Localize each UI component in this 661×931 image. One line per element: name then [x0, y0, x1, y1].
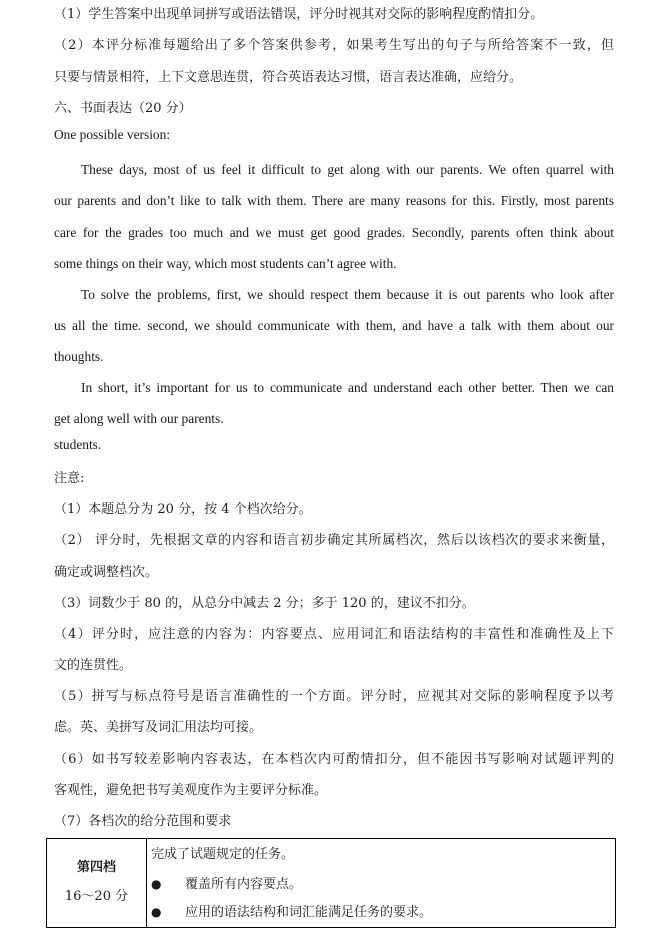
essay-p3-line-2: get along well with our parents. [54, 411, 224, 426]
note-3: （3）词数少于 80 的，从总分中减去 2 分；多于 120 的，建议不扣分。 [54, 596, 475, 611]
scoring-note-2-line-1: （2）本评分标准每题给出了多个答案供参考，如果考生写出的句子与所给答案不一致，但 [54, 38, 614, 53]
note-5-line-1: （5）拼写与标点符号是语言准确性的一个方面。评分时，应视其对交际的影响程度予以考 [54, 689, 614, 704]
bullet-icon: ● [151, 905, 162, 919]
sample-label: One possible version: [54, 127, 171, 142]
essay-p1-line-2: our parents and don’t like to talk with them. There are many reasons for this. Firstly, most parents [54, 193, 614, 208]
notes-heading: 注意: [54, 471, 85, 486]
grade-item-text: 覆盖所有内容要点。 [185, 877, 303, 892]
grade-item [151, 901, 432, 920]
scoring-note-2-line-2: 只要与情景相符，上下文意思连贯，符合英语表达习惯，语言表达准确，应给分。 [54, 70, 523, 85]
grade-description: 完成了试题规定的任务。 [151, 847, 295, 862]
essay-p1-line-1: These days, most of us feel it difficult to get along with our parents. We often quarrel with [81, 162, 614, 177]
grade-table [46, 838, 616, 928]
note-2-line-1: （2） 评分时，先根据文章的内容和语言初步确定其所属档次，然后以该档次的要求来衡量， [54, 533, 614, 548]
grade-item [151, 873, 302, 892]
note-4-line-1: （4）评分时，应注意的内容为：内容要点、应用词汇和语法结构的丰富性和准确性及上下 [54, 627, 614, 642]
bullet-icon: ● [151, 877, 162, 891]
grade-name: 第四档 [76, 860, 116, 875]
essay-p2-line-2: us all the time. second, we should communicate with them, and have a talk with them about our [54, 318, 614, 333]
essay-p2-line-3: thoughts. [54, 349, 104, 364]
section-title: 六、书面表达（20 分） [54, 101, 192, 116]
grade-item-text: 应用的语法结构和词汇能满足任务的要求。 [185, 905, 433, 920]
scoring-note-1: （1）学生答案中出现单词拼写或语法错误，评分时视其对交际的影响程度酌情扣分。 [54, 7, 544, 22]
note-4-line-2: 文的连贯性。 [54, 658, 133, 673]
note-2-line-2: 确定或调整档次。 [54, 565, 159, 580]
note-7: （7）各档次的给分范围和要求 [54, 814, 232, 829]
essay-trailing-word: students. [54, 437, 102, 452]
note-5-line-2: 虑。英、美拼写及词汇用法均可接。 [54, 720, 263, 735]
grade-requirements-cell [147, 839, 615, 927]
essay-p1-line-4: some things on their way, which most students can’t agree with. [54, 256, 397, 271]
essay-p3-line-1: In short, it’s important for us to communicate and understand each other better. Then we can [81, 380, 614, 395]
grade-label-cell [47, 839, 147, 927]
essay-p2-line-1: To solve the problems, first, we should respect them because it is out parents who look after [81, 287, 614, 302]
essay-p1-line-3: care for the grades too much and we must get good grades. Secondly, parents often think about [54, 225, 614, 240]
note-1: （1）本题总分为 20 分，按 4 个档次给分。 [54, 502, 312, 517]
note-6-line-2: 客观性，避免把书写美观度作为主要评分标准。 [54, 783, 328, 798]
grade-range: 16～20 分 [64, 889, 129, 904]
note-6-line-1: （6）如书写较差影响内容表达，在本档次内可酌情扣分，但不能因书写影响对试题评判的 [54, 752, 614, 767]
